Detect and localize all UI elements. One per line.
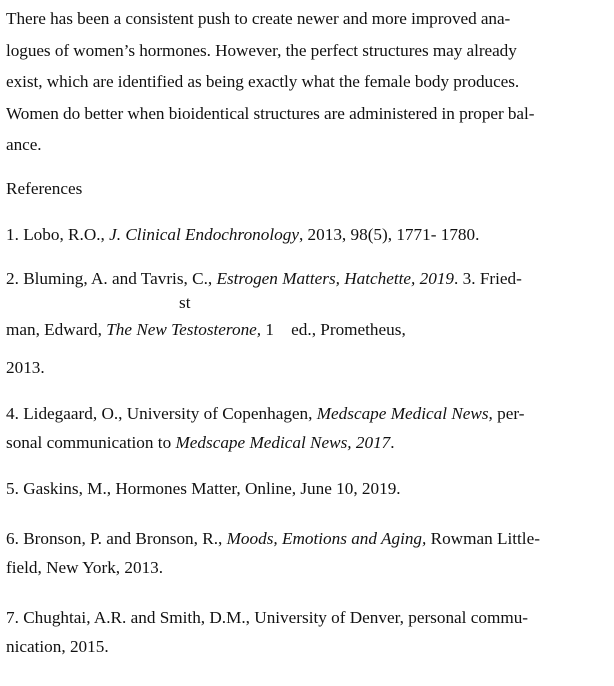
references-heading: References: [6, 178, 83, 198]
reference-text: Rowman Little-: [426, 528, 540, 548]
reference-text: .: [390, 432, 395, 452]
reference-text: per-: [492, 403, 525, 423]
reference-item-7: [6, 603, 608, 661]
reference-line: [6, 428, 608, 457]
reference-text: 2. Bluming, A. and Tavris, C.,: [6, 268, 217, 288]
intro-line: ance.: [6, 135, 42, 154]
reference-item-5: 5. Gaskins, M., Hormones Matter, Online, June 10, 2019.: [6, 478, 401, 498]
reference-text: man, Edward,: [6, 319, 107, 339]
reference-line: [6, 399, 608, 428]
reference-item-6: [6, 524, 608, 582]
reference-title: Moods, Emotions and Aging,: [226, 528, 427, 548]
reference-text: 4. Lidegaard, O., University of Copenhagen,: [6, 403, 317, 423]
reference-text: ed., Prometheus,: [291, 319, 406, 339]
reference-item-4: [6, 399, 608, 457]
reference-item-2: [6, 264, 608, 382]
reference-line: 7. Chughtai, A.R. and Smith, D.M., University of Denver, personal commu-: [6, 607, 529, 627]
reference-text: . 3. Fried-: [454, 268, 522, 288]
reference-title: Estrogen Matters, Hatchette, 2019: [216, 268, 455, 288]
reference-line: [6, 292, 608, 344]
document-page: [6, 0, 608, 661]
reference-text: 6. Bronson, P. and Bronson, R.,: [6, 528, 227, 548]
reference-text: , 2013, 98(5), 1771- 1780.: [298, 224, 480, 244]
reference-line: field, New York, 2013.: [6, 557, 164, 577]
intro-paragraph: [6, 3, 608, 161]
reference-line: [6, 524, 608, 553]
reference-journal: Medscape Medical News, 2017: [175, 432, 391, 452]
reference-line: 2013.: [6, 357, 45, 377]
reference-line: [6, 264, 608, 293]
intro-line: Women do better when bioidentical structures are administered in proper bal-: [6, 103, 535, 123]
reference-text: sonal communication to: [6, 432, 176, 452]
reference-item-1: [6, 220, 608, 249]
intro-line: There has been a consistent push to create newer and more improved ana-: [6, 9, 511, 28]
intro-line: exist, which are identified as being exactly what the female body produces.: [6, 72, 520, 91]
reference-line: nication, 2015.: [6, 636, 109, 656]
reference-text: 1. Lobo, R.O.,: [6, 224, 110, 244]
intro-line: logues of women’s hormones. However, the perfect structures may already: [6, 40, 517, 60]
reference-title: The New Testosterone,: [106, 319, 262, 339]
reference-journal: J. Clinical Endochronology: [109, 224, 299, 244]
reference-text: 1: [261, 319, 274, 339]
superscript: st: [179, 292, 191, 312]
reference-journal: Medscape Medical News,: [316, 403, 493, 423]
